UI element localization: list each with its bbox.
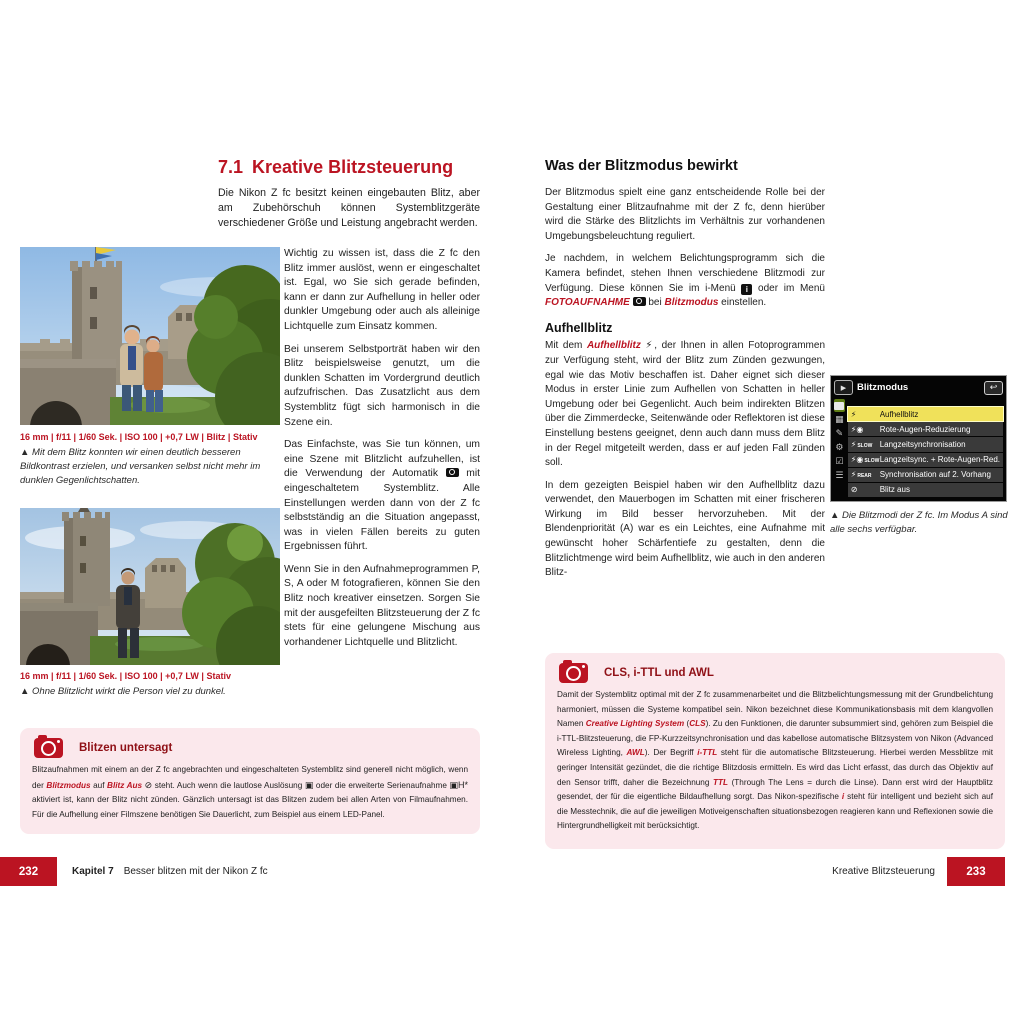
- menu-item: [848, 483, 1003, 497]
- photo1-caption: ▲ Mit dem Blitz konnten wir einen deutlich besseren Bildkontrast erzielen, und versanken selbst nicht mehr im dunklen Gegenlichtschatten.: [20, 447, 261, 486]
- back-icon: ↩: [984, 381, 1003, 395]
- paragraph: Je nachdem, in welchem Belichtungsprogramm sich die Kamera befindet, stehen Ihnen verschiedene Blitzmodi zur Verfügung. Diese können Sie im i-Menü i oder im Menü FOTOAUFNAHME bei Blitzmodus einstellen.: [545, 253, 825, 309]
- photo2-exif: 16 mm | f/11 | 1/60 Sek. | ISO 100 | +0,7 LW | Stativ: [20, 671, 231, 681]
- sidebar-icon: ▦: [835, 414, 844, 424]
- menu-item: [848, 422, 1003, 436]
- menu-item-label: Langzeitsynchronisation: [879, 439, 966, 449]
- paragraph: Das Einfachste, was Sie tun können, um eine Szene mit Blitzlicht aufzuhellen, ist die Verwendung der Automatik mit eingeschaltetem Systemblitz. Alle Einstellungen werden dann von der Z fc selbstständig an die Situation angepasst, was in vielen Fällen bereits zu guten Ergebnissen führt.: [284, 439, 480, 553]
- paragraph: Wichtig zu wissen ist, dass die Z fc den Blitz immer auslöst, wenn er eingeschaltet ist. Egal, wo Sie sich gerade befinden, kann er dann zur Aufhellung in heller oder dunkler Umgebung oder auch als alleinige Lichtquelle zum Einsatz kommen.: [284, 248, 480, 332]
- page-number-right: 233: [947, 857, 1005, 886]
- paragraph: Der Blitzmodus spielt eine ganz entscheidende Rolle bei der Gestaltung einer Blitzaufnahme mit der Z fc, denn hierüber wird die Stärke des Blitzlichts im Verhältnis zur vorhandenen Umgebungsbeleuchtung reguliert.: [545, 187, 825, 242]
- page-number-left: 232: [0, 857, 57, 886]
- photo1-exif: 16 mm | f/11 | 1/60 Sek. | ISO 100 | +0,7 LW | Blitz | Stativ: [20, 432, 258, 442]
- photo-without-flash: [20, 508, 280, 665]
- footer-right: [832, 857, 935, 886]
- menu-title: Blitzmodus: [857, 382, 909, 393]
- warning-box-body: Blitzaufnahmen mit einem an der Z fc angebrachten und eingeschalteten Systemblitz sind generell nicht möglich, wenn der Blitzmodus auf Blitz Aus ⊘ steht. Auch wenn die lautlose Auslösung ▣ oder die erweiterte Serienaufnahme ▣H* aktiviert ist, kann der Blitz nicht zünden. Gänzlich untersagt ist das Blitzen zudem bei allen Arten von Filmaufnahmen. Für die Aufhellung einer Filmszene benötigen Sie Dauerlicht, zum Beispiel aus einem LED-Panel.: [32, 765, 469, 819]
- footer-left: [72, 857, 268, 886]
- menu-item-label: Blitz aus: [879, 485, 910, 495]
- sidebar-icon: ☰: [835, 470, 844, 480]
- section-number: 7.1: [218, 157, 244, 177]
- flash-mode-icon: ⚡◉ SLOW: [850, 455, 880, 465]
- flash-mode-icon: ⚡◉: [850, 424, 864, 434]
- photo2-caption: ▲ Ohne Blitzlicht wirkt die Person viel zu dunkel.: [20, 686, 226, 697]
- paragraph: Mit dem Aufhellblitz ⚡, der Ihnen in allen Fotoprogrammen zur Verfügung steht, wird der Blitz zum Zünden gezwungen, egal wie das Motiv beschaffen ist. Daher eignet sich dieser Modus in erster Linie zum Aufhellen von Schatten in heller Umgebung oder bei Gegenlicht. Auch beim indirekten Blitzen über die Zimmerdecke, Seitenwände oder Reflektoren ist diese Einstellung bestens geeignet, denn auch dann muss dem Blitz in der Regel mitgeteilt werden, dass er auf jeden Fall zünden soll.: [545, 340, 825, 469]
- subsection-heading: Was der Blitzmodus bewirkt: [545, 158, 738, 174]
- footer-section-title: Kreative Blitzsteuerung: [832, 866, 935, 877]
- sidebar-icon: [834, 399, 845, 412]
- castle-photo-2: [20, 508, 280, 665]
- camera-icon: [559, 663, 588, 683]
- flash-mode-icon: ⊘: [850, 485, 858, 495]
- flash-mode-icon: ⚡: [850, 409, 857, 419]
- section-title: Kreative Blitzsteuerung: [252, 157, 454, 177]
- menu-item: [848, 437, 1003, 451]
- camera-menu-screenshot: [830, 375, 1007, 502]
- menu-item: [848, 407, 1003, 421]
- menu-item-label: Synchronisation auf 2. Vorhang: [879, 470, 991, 480]
- footer-chapter-title: Besser blitzen mit der Nikon Z fc: [123, 866, 268, 877]
- flash-mode-icon: ⚡ REAR: [850, 470, 872, 480]
- flash-mode-icon: ⚡ SLOW: [850, 439, 873, 449]
- photo-with-flash: [20, 247, 280, 425]
- playback-icon: ▶: [834, 380, 853, 395]
- sidebar-icon: ☑: [835, 456, 844, 466]
- cls-info-box: [545, 653, 1005, 849]
- menu-item-label: Langzeitsync. + Rote-Augen-Red.: [879, 455, 1000, 465]
- menu-sidebar: [834, 399, 845, 497]
- paragraph: In dem gezeigten Beispiel haben wir den Aufhellblitz dazu verwendet, den Mauerbogen im Schatten mit einer frischeren Wirkung im Bild besser hervorzuheben. Mit der Blendenpriorität (A) war es ein Leichtes, eine Aufnahme mit gewünscht hoher Schärfentiefe zu gestalten, denn die Blitzlichtmenge wird beim Aufhellblitz, wie auch in den anderen Blitz-: [545, 479, 825, 579]
- menu-item-label: Rote-Augen-Reduzierung: [879, 424, 971, 434]
- castle-photo-1: [20, 247, 280, 425]
- sidebar-icon: ⚙: [835, 442, 844, 452]
- menu-item: [848, 468, 1003, 482]
- paragraph: Bei unserem Selbstporträt haben wir den Blitz beispielsweise genutzt, um die dunklen Schatten im Vordergrund deutlich aufzufrischen. Das Zusatzlicht aus dem Systemblitz fügt sich harmonisch in die Szene ein.: [284, 343, 480, 428]
- cls-box-body: Damit der Systemblitz optimal mit der Z fc zusammenarbeitet und die Blitzbelichtungsmessung mit der Grundbelichtung harmoniert, müssen die Systeme kompatibel sein. Nikon bezeichnet diese Kommunikationsbasis mit dem klangvollen Namen Creative Lighting System (CLS). Zu den Funktionen, die darunter subsummiert sind, gehören zum Beispiel die i-TTL-Blitzsteuerung, die FP-Kurzzeitsynchronisation und das kabellose automatische Blitzsystem von Nikon (Advanced Wireless Lighting, AWL). Der Begriff i-TTL steht für die automatische Blitzsteuerung. Hierbei werden Messblitze mit geringer Intensität gezündet, die die richtige Blitzdosis ermitteln. Es wird das Licht erfasst, das durch das Objektiv auf den Sensor trifft, daher die Bezeichnung TTL (Through The Lens = durch die Linse). Dann erst wird der Hauptblitz gesendet, der für die eigentliche Bildaufhellung sorgt. Das Nikon-spezifische i steht für intelligent und bezieht sich auf die Messtechnik, die auf die jeweiligen Motiveigenschaften situationsbezogen reagieren kann und Reflexionen sowie die Hintergrundhelligkeit mit berücksichtigt.: [557, 690, 993, 831]
- left-text-column: [284, 247, 480, 658]
- sidebar-icon: ✎: [835, 428, 844, 438]
- menu-item: [848, 453, 1003, 467]
- menu-item-label: Aufhellblitz: [879, 409, 919, 419]
- paragraph: Wenn Sie in den Aufnahmeprogrammen P, S, A oder M fotografieren, können Sie den Blitz noch kreativer einsetzen. Sorgen Sie mit der ausgefeilten Blitzsteuerung der Z fc stets für eine gelungene Mischung aus vorhandener Lichtquelle und Blitzlicht.: [284, 563, 480, 648]
- footer-chapter: Kapitel 7: [72, 866, 114, 877]
- camera-icon: [34, 738, 63, 758]
- cls-box-title: CLS, i-TTL und AWL: [604, 667, 714, 679]
- menu-caption: ▲ Die Blitzmodi der Z fc. Im Modus A sind alle sechs verfügbar.: [830, 510, 1008, 535]
- section-heading: [218, 157, 453, 178]
- warning-box-title: Blitzen untersagt: [79, 742, 173, 754]
- aufhellblitz-heading: Aufhellblitz: [545, 320, 613, 335]
- menu-items: [845, 399, 1003, 497]
- right-text-column: [545, 186, 825, 589]
- intro-paragraph: Die Nikon Z fc besitzt keinen eingebauten Blitz, aber am Zubehörschuh können Systemblitzgeräte verschiedener Größe und Leistung angebracht werden.: [218, 187, 480, 229]
- warning-box: [20, 728, 480, 834]
